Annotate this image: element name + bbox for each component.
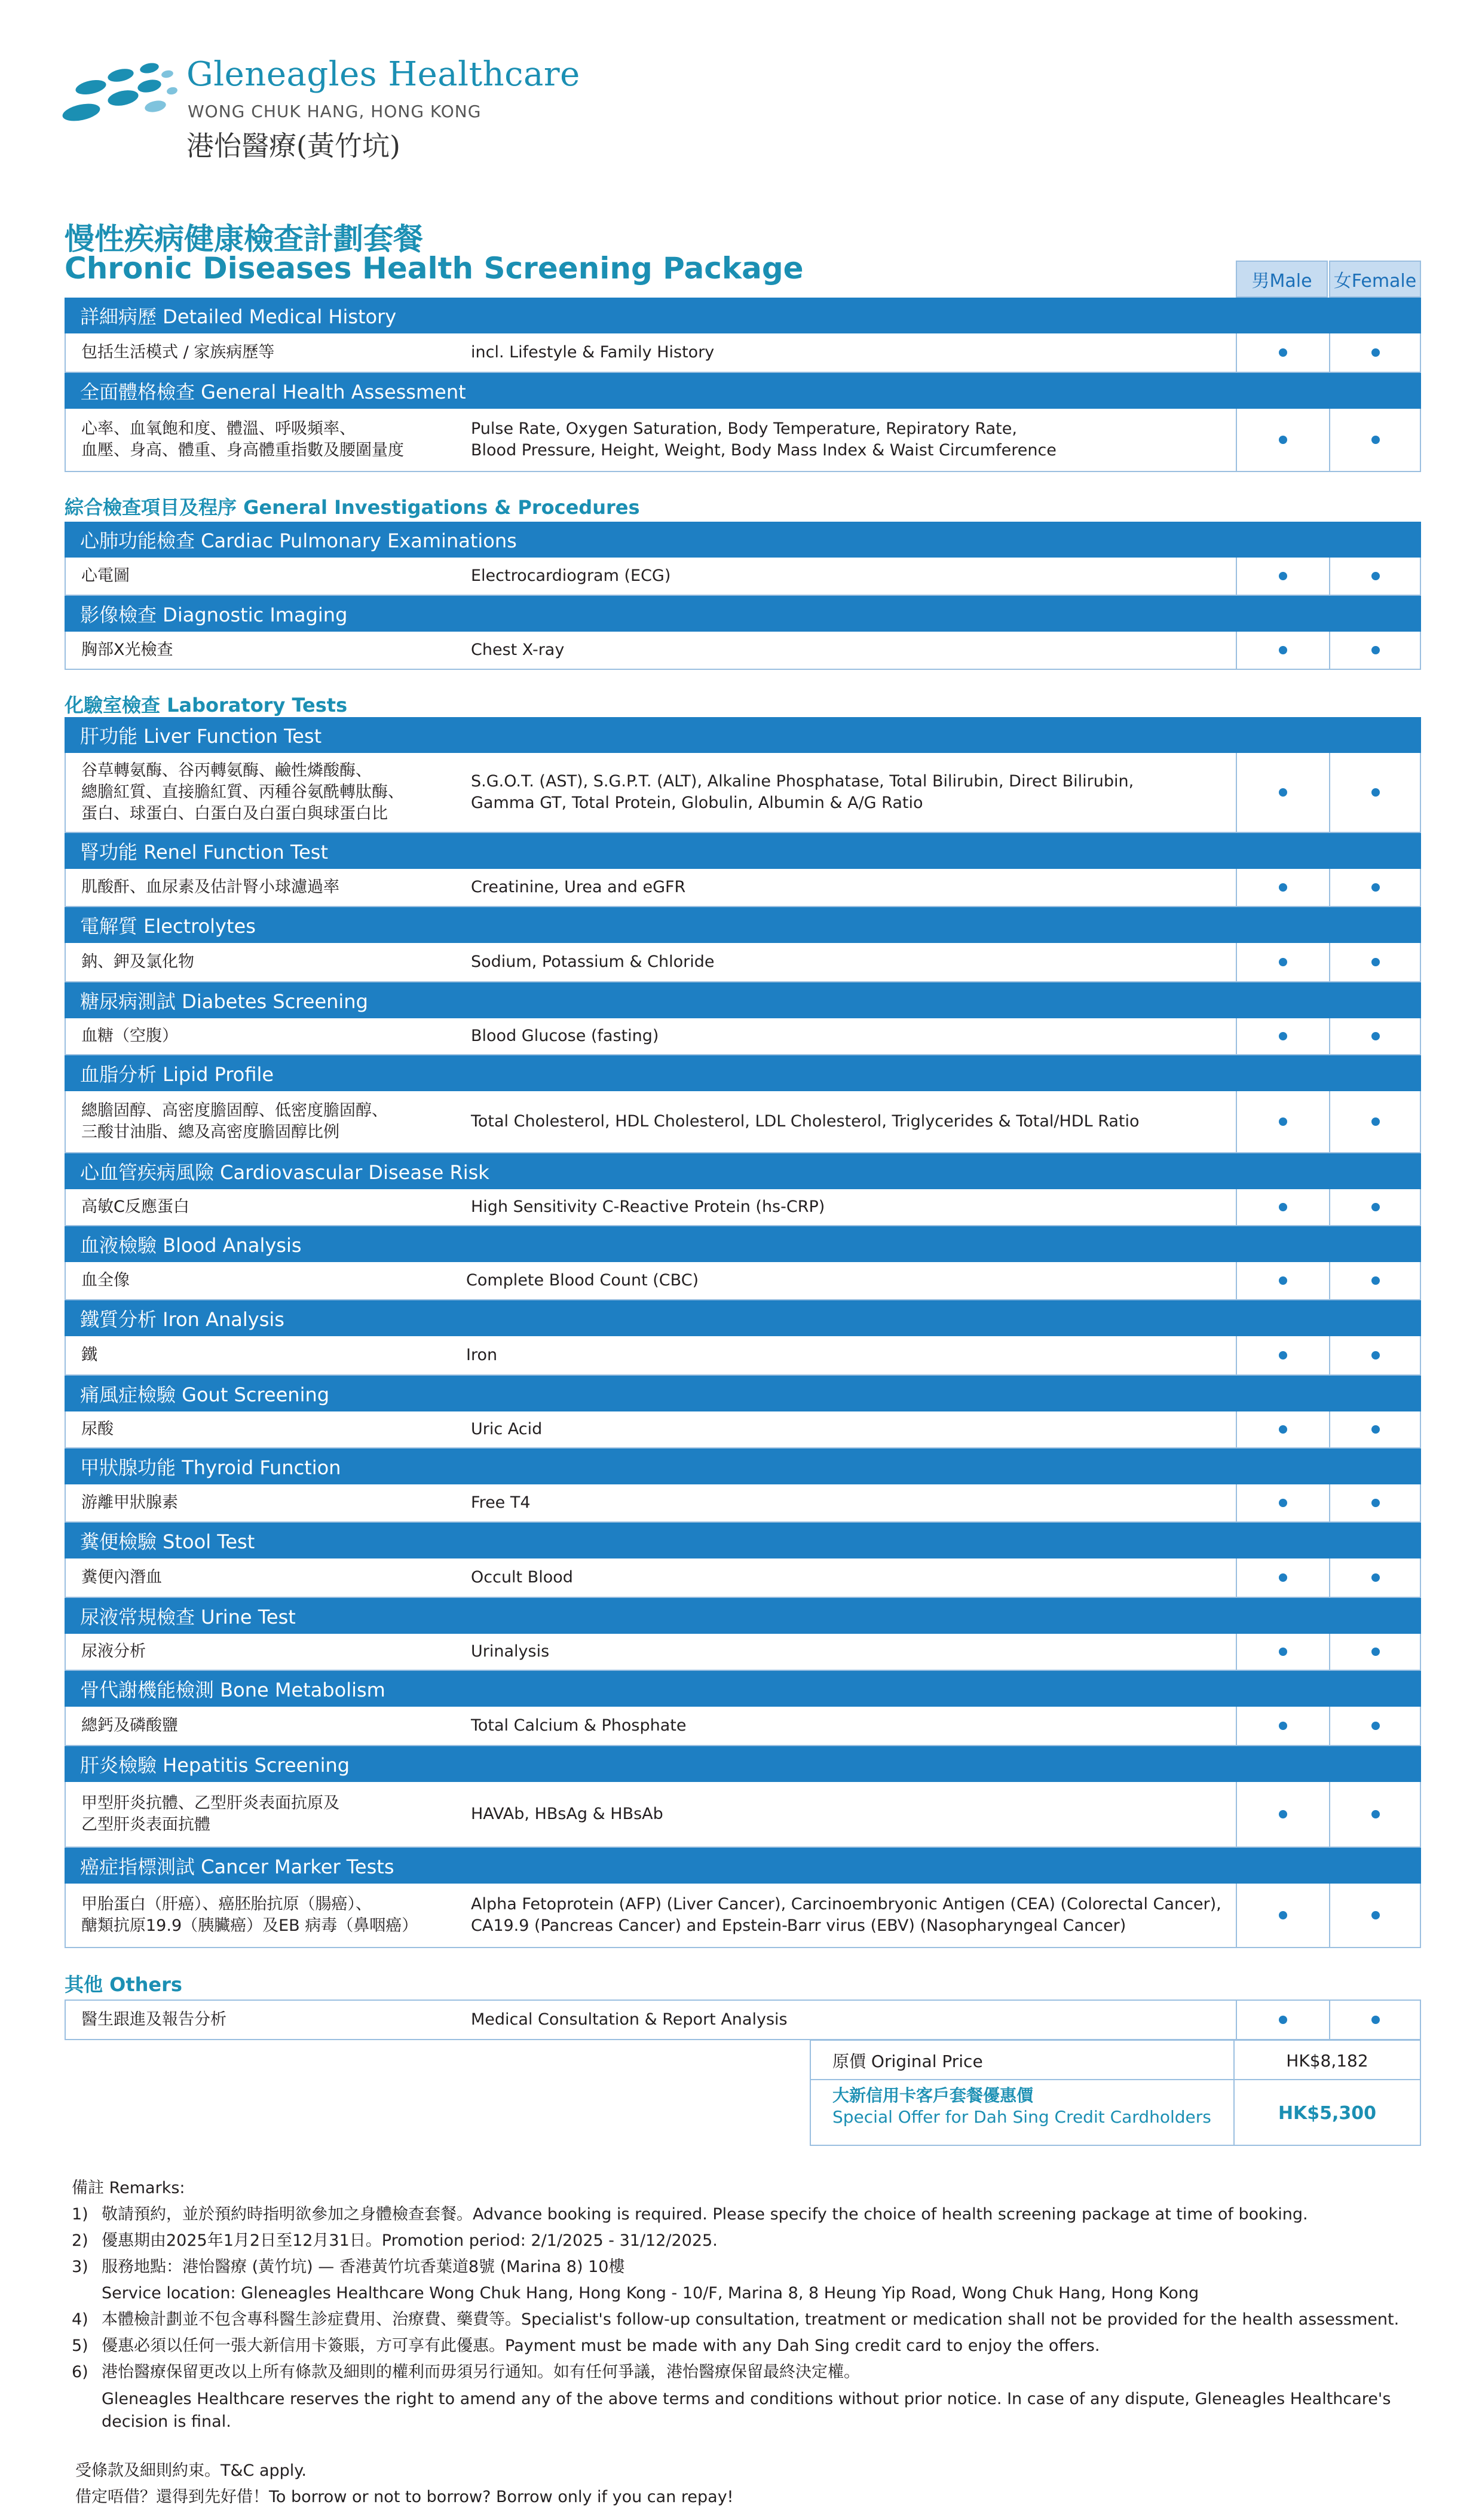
category-header: 腎功能 Renel Function Test (65, 833, 1421, 869)
section-heading-lab: 化驗室檢查 Laboratory Tests (65, 694, 348, 716)
remark-item (72, 2359, 1428, 2386)
footer-tc: 受條款及細則約束。T&C apply. (75, 2461, 307, 2480)
bullet-dot-icon (1279, 1425, 1287, 1434)
female-check-cell (1329, 558, 1421, 595)
table-row (65, 558, 1421, 596)
item-chinese: 谷草轉氨酶、谷丙轉氨酶、鹼性燐酸酶、 總膽紅質、直接膽紅質、丙種谷氨酰轉肽酶、 蛋白、球蛋白、白蛋白及白蛋白與球蛋白比 (81, 761, 404, 823)
bullet-dot-icon (1279, 1117, 1287, 1126)
item-english: Sodium, Potassium & Chloride (471, 953, 715, 971)
footer (75, 2458, 734, 2510)
item-english: Pulse Rate, Oxygen Saturation, Body Temperature, Repiratory Rate, Blood Pressure, Height, Weight, Body Mass Index & Waist Circumference (471, 420, 1057, 460)
remarks (72, 2175, 1428, 2433)
female-check-cell (1329, 1484, 1421, 1521)
logo-name: Gleneagles Healthcare (186, 55, 580, 94)
table-row (65, 1884, 1421, 1948)
category-header: 骨代謝機能檢測 Bone Metabolism (65, 1671, 1421, 1707)
item-english: incl. Lifestyle & Family History (471, 343, 715, 362)
bullet-dot-icon (1279, 646, 1287, 654)
male-check-cell (1236, 1262, 1329, 1299)
offer-price-label-english: Special Offer for Dah Sing Credit Cardholders (832, 2107, 1211, 2127)
bullet-dot-icon (1371, 1203, 1380, 1211)
item-english: Chest X-ray (471, 641, 565, 659)
bullet-dot-icon (1371, 883, 1380, 892)
item-english: Complete Blood Count (CBC) (466, 1271, 699, 1290)
table-row (65, 943, 1421, 982)
category-header: 血液檢驗 Blood Analysis (65, 1226, 1421, 1262)
remark-item (72, 2333, 1428, 2359)
original-price-label: 原價 Original Price (832, 2051, 983, 2071)
female-check-cell (1329, 753, 1421, 832)
offer-price-label-chinese: 大新信用卡客戶套餐優惠價 (832, 2086, 1034, 2105)
item-english: Iron (466, 1346, 498, 1364)
bullet-dot-icon (1371, 1117, 1380, 1126)
male-check-cell (1236, 1018, 1329, 1054)
female-check-cell (1329, 2001, 1421, 2039)
bullet-dot-icon (1371, 348, 1380, 357)
section-heading-general: 綜合檢查項目及程序 General Investigations & Procedures (65, 496, 640, 519)
female-check-cell (1329, 1336, 1421, 1374)
table-row (65, 1707, 1421, 1746)
item-chinese: 包括生活模式 / 家族病歷等 (81, 343, 275, 362)
category-header: 肝功能 Liver Function Test (65, 717, 1421, 753)
bullet-dot-icon (1371, 572, 1380, 580)
bullet-dot-icon (1371, 1351, 1380, 1359)
table-row (65, 1634, 1421, 1671)
original-price-value: HK$8,182 (1233, 2041, 1420, 2080)
bullet-dot-icon (1279, 1203, 1287, 1211)
item-chinese: 糞便內潛血 (81, 1568, 162, 1587)
male-check-cell (1236, 1558, 1329, 1597)
column-header-female: 女Female (1329, 261, 1421, 298)
bullet-dot-icon (1371, 1499, 1380, 1507)
bullet-dot-icon (1279, 1911, 1287, 1919)
item-english: Blood Glucose (fasting) (471, 1027, 659, 1045)
male-check-cell (1236, 1336, 1329, 1374)
female-check-cell (1329, 1558, 1421, 1597)
male-check-cell (1236, 869, 1329, 906)
price-table (810, 2040, 1421, 2146)
item-english: Urinalysis (471, 1642, 550, 1661)
remark-number: 5) (72, 2337, 88, 2355)
item-english: Medical Consultation & Report Analysis (471, 2010, 788, 2029)
table-row (65, 1091, 1421, 1153)
remark-number: 6) (72, 2363, 88, 2381)
female-check-cell (1329, 1884, 1421, 1947)
section-heading-others: 其他 Others (65, 1973, 182, 1996)
logo-subtitle: WONG CHUK HANG, HONG KONG (188, 102, 482, 121)
item-english: Uric Acid (471, 1420, 543, 1438)
item-english: Alpha Fetoprotein (AFP) (Liver Cancer), Carcinoembryonic Antigen (CEA) (Colorectal Cancer), CA19.9 (Pancreas Cancer) and Epstein-Barr virus (EBV) (Nasopharyngeal Cancer) (471, 1895, 1221, 1935)
table-row (65, 1411, 1421, 1449)
male-check-cell (1236, 753, 1329, 832)
bullet-dot-icon (1279, 958, 1287, 966)
bullet-dot-icon (1371, 2016, 1380, 2024)
item-chinese: 總膽固醇、高密度膽固醇、低密度膽固醇、 三酸甘油脂、總及高密度膽固醇比例 (81, 1101, 388, 1141)
female-check-cell (1329, 1189, 1421, 1225)
female-check-cell (1329, 1411, 1421, 1447)
female-check-cell (1329, 1091, 1421, 1152)
female-check-cell (1329, 1262, 1421, 1299)
remark-text: 本體檢計劃並不包含專科醫生診症費用、治療費、藥費等。Specialist's follow-up consultation, treatment or medication shall not be provided for the health assessment. (102, 2310, 1400, 2329)
female-check-cell (1329, 1018, 1421, 1054)
table-row (65, 632, 1421, 670)
male-check-cell (1236, 1782, 1329, 1847)
item-chinese: 尿酸 (81, 1420, 114, 1438)
table-row (65, 1189, 1421, 1226)
item-chinese: 心率、血氧飽和度、體溫、呼吸頻率、 血壓、身高、體重、身高體重指數及腰圍量度 (81, 420, 404, 460)
remark-text: 服務地點：港怡醫療 (黃竹坑) — 香港黃竹坑香葉道8號 (Marina 8) 10樓 (102, 2258, 625, 2276)
category-header: 糖尿病測試 Diabetes Screening (65, 982, 1421, 1018)
female-check-cell (1329, 1707, 1421, 1745)
item-english: Occult Blood (471, 1568, 573, 1587)
table-row (65, 1782, 1421, 1848)
category-header: 肝炎檢驗 Hepatitis Screening (65, 1746, 1421, 1782)
item-english: Electrocardiogram (ECG) (471, 567, 671, 585)
remark-number: 3) (72, 2258, 88, 2276)
remark-extra: Gleneagles Healthcare reserves the right to amend any of the above terms and conditions without prior notice. In case of any dispute, Gleneagles Healthcare's decision is final. (102, 2390, 1391, 2431)
item-english: S.G.O.T. (AST), S.G.P.T. (ALT), Alkaline Phosphatase, Total Bilirubin, Direct Bilirubin, Gamma GT, Total Protein, Globulin, Albumin & A/G Ratio (471, 772, 1134, 812)
item-chinese: 血糖（空腹） (81, 1027, 178, 1045)
bullet-dot-icon (1279, 348, 1287, 357)
item-english: Creatinine, Urea and eGFR (471, 878, 686, 896)
bullet-dot-icon (1279, 1810, 1287, 1818)
table-row (65, 2000, 1421, 2040)
bullet-dot-icon (1279, 1499, 1287, 1507)
bullet-dot-icon (1371, 1810, 1380, 1818)
bullet-dot-icon (1371, 1573, 1380, 1582)
item-chinese: 鐵 (81, 1346, 97, 1364)
category-header: 癌症指標測試 Cancer Marker Tests (65, 1848, 1421, 1884)
bullet-dot-icon (1279, 1032, 1287, 1040)
original-price-row (811, 2041, 1420, 2080)
bullet-dot-icon (1371, 1722, 1380, 1730)
female-check-cell (1329, 333, 1421, 372)
item-chinese: 總鈣及磷酸鹽 (81, 1716, 178, 1735)
female-check-cell (1329, 409, 1421, 471)
item-chinese: 血全像 (81, 1271, 130, 1290)
item-chinese: 鈉、鉀及氯化物 (81, 953, 194, 971)
offer-price-value: HK$5,300 (1233, 2080, 1420, 2146)
item-chinese: 胸部X光檢查 (81, 641, 173, 659)
category-header: 糞便檢驗 Stool Test (65, 1523, 1421, 1558)
category-header: 電解質 Electrolytes (65, 907, 1421, 943)
male-check-cell (1236, 1091, 1329, 1152)
male-check-cell (1236, 632, 1329, 669)
bullet-dot-icon (1371, 1032, 1380, 1040)
bullet-dot-icon (1371, 1276, 1380, 1285)
table-row (65, 1558, 1421, 1598)
item-chinese: 肌酸酐、血尿素及估計腎小球濾過率 (81, 878, 339, 896)
logo-chinese-name: 港怡醫療(黃竹坑) (186, 130, 400, 162)
logo (60, 54, 657, 167)
category-header: 痛風症檢驗 Gout Screening (65, 1376, 1421, 1411)
remark-text: 敬請預約，並於預約時指明欲參加之身體檢查套餐。Advance booking is required. Please specify the choice of health screening package at time of booking. (102, 2205, 1308, 2224)
item-english: HAVAb, HBsAg & HBsAb (471, 1805, 663, 1823)
remark-item (72, 2228, 1428, 2254)
table-row (65, 1484, 1421, 1523)
table-row (65, 1336, 1421, 1376)
female-check-cell (1329, 1782, 1421, 1847)
remark-text: 優惠期由2025年1月2日至12月31日。Promotion period: 2/1/2025 - 31/12/2025. (102, 2231, 718, 2250)
male-check-cell (1236, 1411, 1329, 1447)
bullet-dot-icon (1279, 572, 1287, 580)
item-english: Free T4 (471, 1493, 531, 1512)
bullet-dot-icon (1279, 788, 1287, 797)
table-row (65, 333, 1421, 373)
remark-number: 4) (72, 2310, 88, 2329)
female-check-cell (1329, 943, 1421, 981)
male-check-cell (1236, 1634, 1329, 1670)
category-header: 血脂分析 Lipid Profile (65, 1055, 1421, 1091)
bullet-dot-icon (1279, 1722, 1287, 1730)
item-chinese: 心電圖 (81, 567, 130, 585)
category-header: 甲狀腺功能 Thyroid Function (65, 1449, 1421, 1484)
item-chinese: 高敏C反應蛋白 (81, 1198, 189, 1216)
category-header: 心血管疾病風險 Cardiovascular Disease Risk (65, 1153, 1421, 1189)
remark-number: 2) (72, 2231, 88, 2250)
bullet-dot-icon (1279, 883, 1287, 892)
table-row (65, 753, 1421, 833)
remark-number: 1) (72, 2205, 88, 2224)
male-check-cell (1236, 409, 1329, 471)
remark-text: 優惠必須以任何一張大新信用卡簽賬，方可享有此優惠。Payment must be made with any Dah Sing credit card to enjoy the offers. (102, 2337, 1100, 2355)
category-header: 全面體格檢查 General Health Assessment (65, 373, 1421, 409)
table-row (65, 1018, 1421, 1055)
item-chinese: 尿液分析 (81, 1642, 146, 1661)
male-check-cell (1236, 1884, 1329, 1947)
table-row (65, 869, 1421, 907)
item-english: Total Cholesterol, HDL Cholesterol, LDL Cholesterol, Triglycerides & Total/HDL Ratio (471, 1112, 1140, 1131)
gleneagles-logo-icon (60, 60, 179, 125)
bullet-dot-icon (1371, 1648, 1380, 1656)
bullet-dot-icon (1279, 1648, 1287, 1656)
bullet-dot-icon (1371, 1911, 1380, 1919)
bullet-dot-icon (1371, 788, 1380, 797)
category-header: 鐵質分析 Iron Analysis (65, 1300, 1421, 1336)
item-chinese: 甲型肝炎抗體、乙型肝炎表面抗原及 乙型肝炎表面抗體 (81, 1794, 339, 1834)
male-check-cell (1236, 943, 1329, 981)
male-check-cell (1236, 1484, 1329, 1521)
table-row (65, 1262, 1421, 1300)
item-english: High Sensitivity C-Reactive Protein (hs-CRP) (471, 1198, 825, 1216)
bullet-dot-icon (1371, 436, 1380, 444)
bullet-dot-icon (1371, 1425, 1380, 1434)
remark-item (72, 2254, 1428, 2280)
female-check-cell (1329, 632, 1421, 669)
male-check-cell (1236, 1189, 1329, 1225)
remarks-heading: 備註 Remarks: (72, 2179, 185, 2197)
bullet-dot-icon (1279, 1351, 1287, 1359)
category-header: 尿液常規檢查 Urine Test (65, 1598, 1421, 1634)
category-header: 心肺功能檢查 Cardiac Pulmonary Examinations (65, 522, 1421, 558)
page-title-chinese: 慢性疾病健康檢查計劃套餐 (65, 222, 423, 256)
male-check-cell (1236, 558, 1329, 595)
female-check-cell (1329, 1634, 1421, 1670)
remark-text: 港怡醫療保留更改以上所有條款及細則的權利而毋須另行通知。如有任何爭議，港怡醫療保留最終決定權。 (102, 2363, 860, 2381)
table-row (65, 409, 1421, 472)
category-header: 影像檢查 Diagnostic Imaging (65, 596, 1421, 632)
footer-borrow-warning: 借定唔借？還得到先好借！To borrow or not to borrow? Borrow only if you can repay! (75, 2488, 734, 2506)
remark-item (72, 2201, 1428, 2228)
bullet-dot-icon (1279, 436, 1287, 444)
male-check-cell (1236, 333, 1329, 372)
bullet-dot-icon (1279, 1573, 1287, 1582)
bullet-dot-icon (1371, 646, 1380, 654)
category-header: 詳細病歷 Detailed Medical History (65, 298, 1421, 333)
bullet-dot-icon (1279, 1276, 1287, 1285)
item-english: Total Calcium & Phosphate (471, 1716, 687, 1735)
page-title-english: Chronic Diseases Health Screening Package (65, 251, 804, 286)
item-chinese: 醫生跟進及報告分析 (81, 2010, 226, 2029)
bullet-dot-icon (1279, 2016, 1287, 2024)
remark-item (72, 2307, 1428, 2333)
male-check-cell (1236, 1707, 1329, 1745)
bullet-dot-icon (1371, 958, 1380, 966)
column-header-male: 男Male (1236, 261, 1328, 298)
remark-extra: Service location: Gleneagles Healthcare Wong Chuk Hang, Hong Kong - 10/F, Marina 8, 8 Heung Yip Road, Wong Chuk Hang, Hong Kong (102, 2284, 1199, 2302)
item-chinese: 甲胎蛋白（肝癌）、癌胚胎抗原（腸癌）、 醣類抗原19.9（胰臟癌）及EB 病毒（鼻咽癌） (81, 1895, 418, 1935)
item-chinese: 游離甲狀腺素 (81, 1493, 178, 1512)
male-check-cell (1236, 2001, 1329, 2039)
female-check-cell (1329, 869, 1421, 906)
